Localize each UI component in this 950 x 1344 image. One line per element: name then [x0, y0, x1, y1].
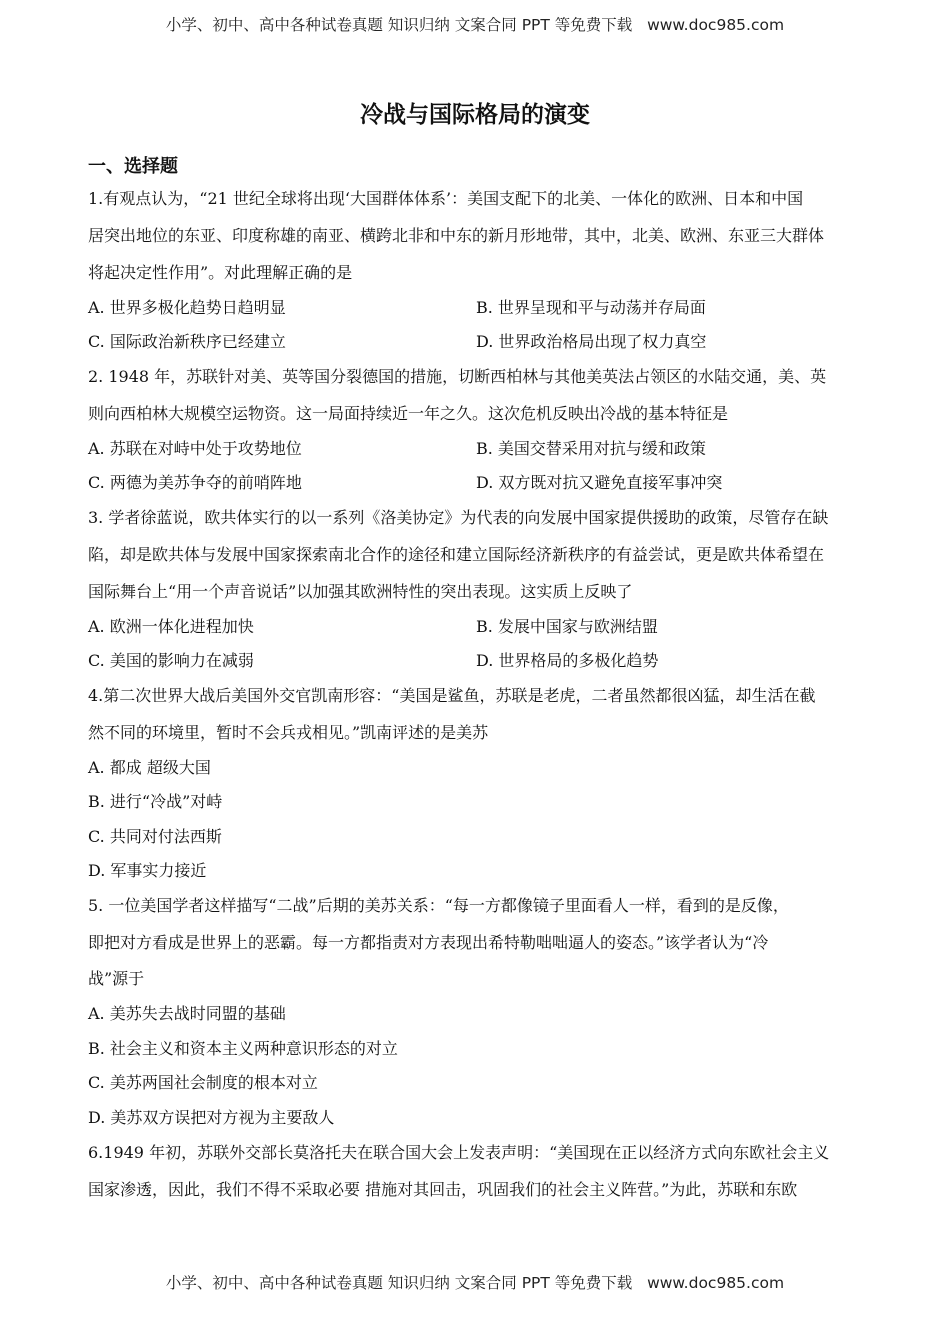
- q2-option-d: D. 双方既对抗又避免直接军事冲突: [476, 473, 723, 492]
- q5-line: 即把对方看成是世界上的恶霸。每一方都指责对方表现出希特勒咄咄逼人的姿态。”该学者认为“冷: [88, 933, 769, 952]
- q1-option-a: A. 世界多极化趋势日趋明显: [88, 298, 286, 317]
- q6-line: 6.1949 年初，苏联外交部长莫洛托夫在联合国大会上发表声明：“美国现在正以经济方式向东欧社会主义: [88, 1143, 830, 1162]
- q3-line: 国际舞台上“用一个声音说话”以加强其欧洲特性的突出表现。这实质上反映了: [88, 582, 633, 601]
- q4-option-a: A. 都成 超级大国: [88, 758, 211, 777]
- q2-option-c: C. 两德为美苏争夺的前哨阵地: [88, 473, 302, 492]
- q5-option-a: A. 美苏失去战时同盟的基础: [88, 1004, 286, 1023]
- q1-option-c: C. 国际政治新秩序已经建立: [88, 332, 286, 351]
- q3-option-b: B. 发展中国家与欧洲结盟: [476, 617, 658, 636]
- q5-option-c: C. 美苏两国社会制度的根本对立: [88, 1073, 318, 1092]
- q1-line: 1.有观点认为，“21 世纪全球将出现‘大国群体体系’：美国支配下的北美、一体化的欧洲、日本和中国: [88, 189, 804, 208]
- q1-option-d: D. 世界政治格局出现了权力真空: [476, 332, 707, 351]
- q3-option-c: C. 美国的影响力在减弱: [88, 651, 254, 670]
- q2-line: 则向西柏林大规模空运物资。这一局面持续近一年之久。这次危机反映出冷战的基本特征是: [88, 404, 729, 423]
- q3-option-d: D. 世界格局的多极化趋势: [476, 651, 659, 670]
- q4-line: 然不同的环境里，暂时不会兵戎相见。”凯南评述的是美苏: [88, 723, 489, 742]
- q2-line: 2. 1948 年，苏联针对美、英等国分裂德国的措施，切断西柏林与其他美英法占领区的水陆交通，美、英: [88, 367, 827, 386]
- q5-option-d: D. 美苏双方误把对方视为主要敌人: [88, 1108, 335, 1127]
- q6-line: 国家渗透，因此，我们不得不采取必要 措施对其回击，巩固我们的社会主义阵营。”为此，苏联和东欧: [88, 1180, 798, 1199]
- q2-option-a: A. 苏联在对峙中处于攻势地位: [88, 439, 302, 458]
- q4-option-d: D. 军事实力接近: [88, 861, 207, 880]
- q5-line: 战”源于: [88, 969, 145, 988]
- q1-option-b: B. 世界呈现和平与动荡并存局面: [476, 298, 706, 317]
- q2-option-b: B. 美国交替采用对抗与缓和政策: [476, 439, 706, 458]
- q3-line: 陷，却是欧共体与发展中国家探索南北合作的途径和建立国际经济新秩序的有益尝试，更是欧共体希望在: [88, 545, 825, 564]
- q4-line: 4.第二次世界大战后美国外交官凯南形容：“美国是鲨鱼，苏联是老虎，二者虽然都很凶猛，却生活在截: [88, 686, 816, 705]
- q5-line: 5. 一位美国学者这样描写“二战”后期的美苏关系：“每一方都像镜子里面看人一样，看到的是反像，: [88, 896, 789, 915]
- page-header: 小学、初中、高中各种试卷真题 知识归纳 文案合同 PPT 等免费下载 www.doc985.com: [165, 16, 785, 34]
- page-footer: 小学、初中、高中各种试卷真题 知识归纳 文案合同 PPT 等免费下载 www.doc985.com: [165, 1274, 785, 1292]
- q3-option-a: A. 欧洲一体化进程加快: [88, 617, 254, 636]
- q4-option-c: C. 共同对付法西斯: [88, 827, 222, 846]
- q5-option-b: B. 社会主义和资本主义两种意识形态的对立: [88, 1039, 398, 1058]
- q1-line: 居突出地位的东亚、印度称雄的南亚、横跨北非和中东的新月形地带，其中，北美、欧洲、东亚三大群体: [88, 226, 825, 245]
- q3-line: 3. 学者徐蓝说，欧共体实行的以一系列《洛美协定》为代表的向发展中国家提供援助的政策，尽管存在缺: [88, 508, 829, 527]
- page-title: 冷战与国际格局的演变: [360, 101, 590, 128]
- q1-line: 将起决定性作用”。对此理解正确的是: [88, 263, 353, 282]
- section-heading: 一、选择题: [88, 156, 178, 177]
- q4-option-b: B. 进行“冷战”对峙: [88, 792, 223, 811]
